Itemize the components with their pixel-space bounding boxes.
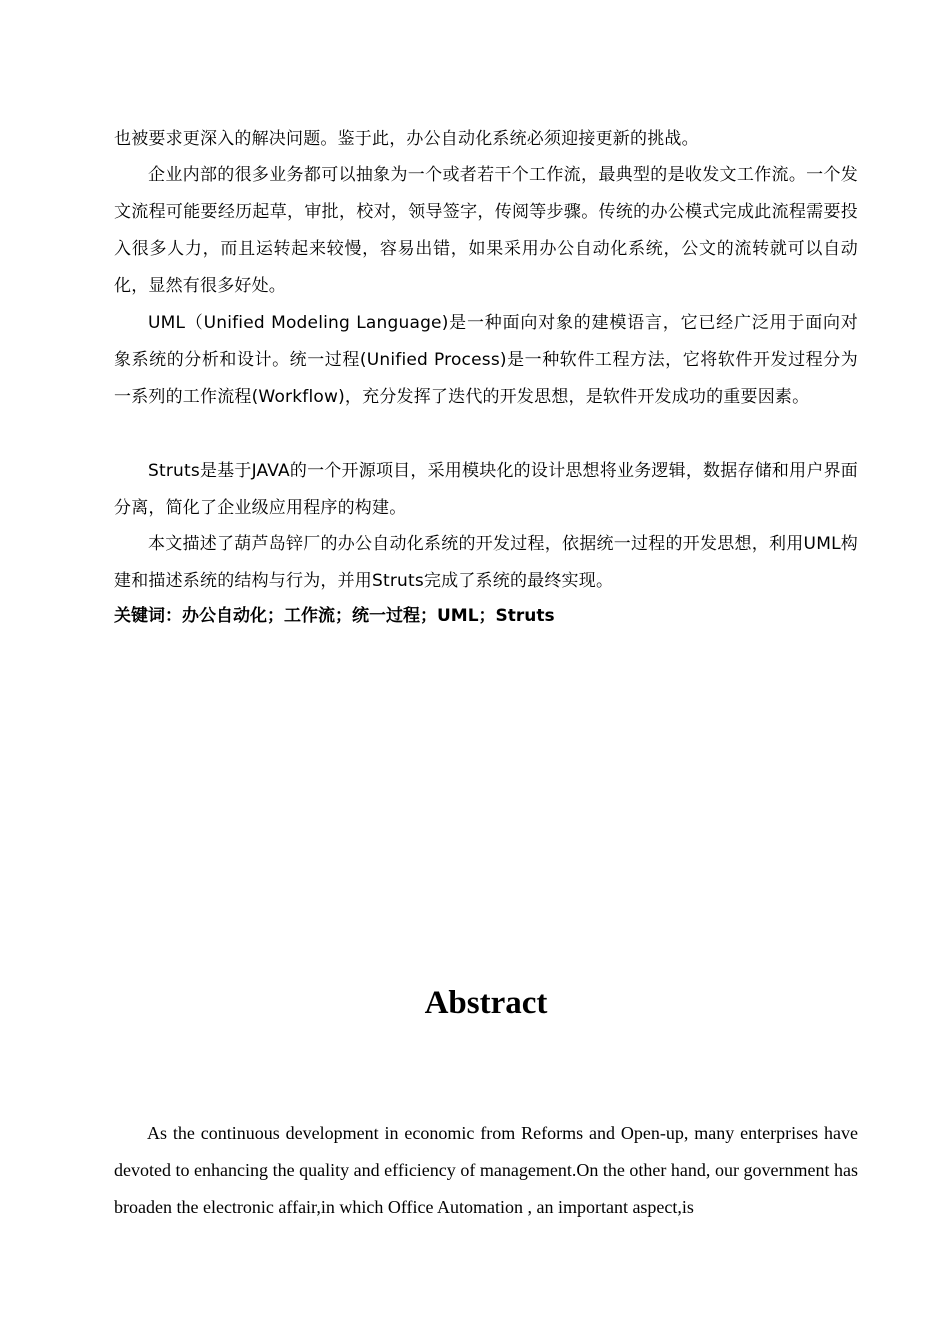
cn-paragraph-workflow: 企业内部的很多业务都可以抽象为一个或者若干个工作流，最典型的是收发文工作流。一个发文流程可能要经历起草，审批，校对，领导签字，传阅等步骤。传统的办公模式完成此流程需要投入很多人力，而且运转起来较慢，容易出错，如果采用办公自动化系统，公文的流转就可以自动化，显然有很多好处。 xyxy=(114,165,858,296)
cn-paragraph-struts: Struts是基于JAVA的一个开源项目，采用模块化的设计思想将业务逻辑，数据存储和用户界面分离，简化了企业级应用程序的构建。 xyxy=(114,461,858,518)
cn-paragraph-continuation: 也被要求更深入的解决问题。鉴于此，办公自动化系统必须迎接更新的挑战。 xyxy=(114,129,699,149)
abstract-heading: Abstract xyxy=(424,985,548,1021)
cn-paragraph-summary: 本文描述了葫芦岛锌厂的办公自动化系统的开发过程，依据统一过程的开发思想，利用UML构建和描述系统的结构与行为，并用Struts完成了系统的最终实现。 xyxy=(114,534,858,591)
abstract-paragraph: As the continuous development in economic from Reforms and Open-up, many enterprises have devoted to enhancing the quality and efficiency of management.On the other hand, our government has broaden the electronic affair,in which Office Automation , an important aspect,is xyxy=(114,1123,858,1217)
cn-keywords: 关键词：办公自动化；工作流；统一过程；UML；Struts xyxy=(114,606,555,626)
cn-paragraph-uml: UML（Unified Modeling Language)是一种面向对象的建模语言，它已经广泛用于面向对象系统的分析和设计。统一过程(Unified Process)是一种软件工程方法，它将软件开发过程分为一系列的工作流程(Workflow)，充分发挥了迭代的开发思想，是软件开发成功的重要因素。 xyxy=(114,313,858,407)
